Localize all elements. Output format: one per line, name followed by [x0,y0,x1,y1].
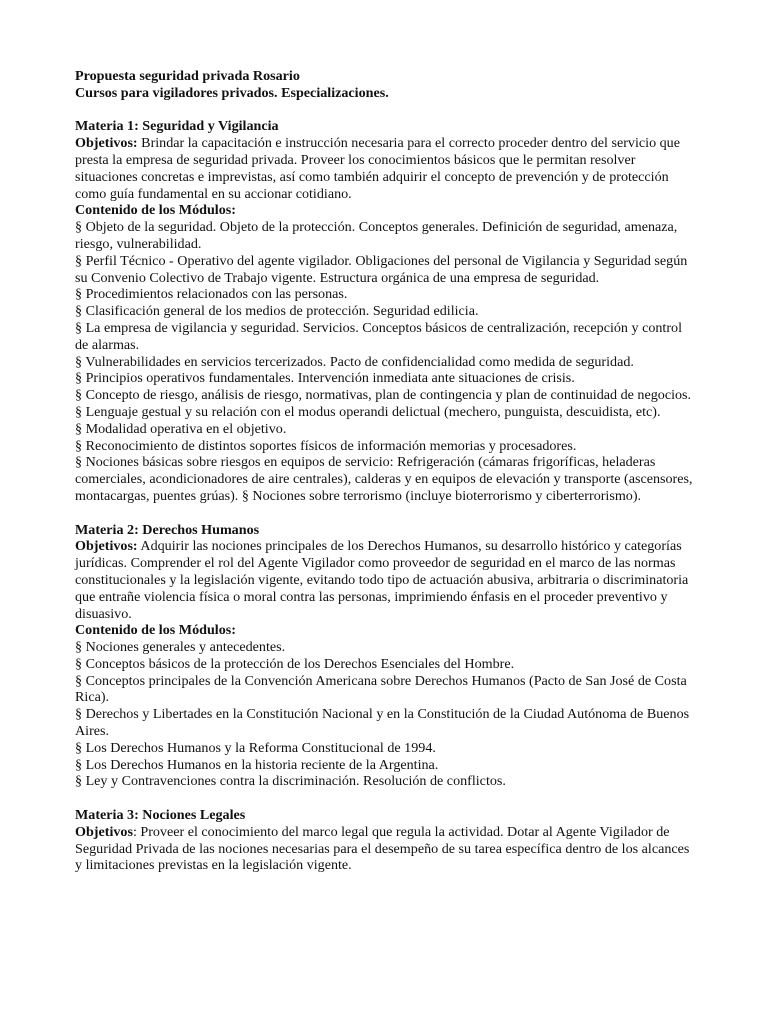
document-body [75,68,697,874]
objectives-label: Objetivos [75,823,133,840]
module-item: § Los Derechos Humanos y la Reforma Constitucional de 1994. [75,739,436,756]
section-heading: Materia 2: Derechos Humanos [75,521,260,538]
module-item: § Nociones básicas sobre riesgos en equipos de servicio: Refrigeración (cámaras frigoríficas, heladeras comerciales, acondicionadores de aire centrales), calderas y en equipos de elevación y transporte (ascensores, montacargas, puentes grúas). § Nociones sobre terrorismo (incluye bioterrorismo y ciberterrorismo). [75,454,693,504]
section-materia-1 [75,118,697,504]
module-item: § Conceptos básicos de la protección de los Derechos Esenciales del Hombre. [75,655,515,672]
module-item: § La empresa de vigilancia y seguridad. Servicios. Conceptos básicos de centralización, recepción y control de alarmas. [75,319,682,353]
section-materia-3 [75,807,697,874]
section-heading: Materia 1: Seguridad y Vigilancia [75,118,279,135]
objectives-text: Adquirir las nociones principales de los Derechos Humanos, su desarrollo histórico y categorías jurídicas. Comprender el rol del Agente Vigilador como proveedor de seguridad en el marco de las normas constitucionales y la legislación vigente, evitando todo tipo de actuación abusiva, arbitraria o discriminatoria que entrañe violencia física o moral contra las personas, imprimiendo énfasis en el proceder preventivo y disuasivo. [75,538,689,622]
module-item: § Perfil Técnico - Operativo del agente vigilador. Obligaciones del personal de Vigilancia y Seguridad según su Convenio Colectivo de Trabajo vigente. Estructura orgánica de una empresa de seguridad. [75,252,688,286]
module-item: § Procedimientos relacionados con las personas. [75,286,348,303]
module-item: § Reconocimiento de distintos soportes físicos de información memorias y procesadores. [75,437,577,454]
document-subtitle: Cursos para vigiladores privados. Especializaciones. [75,84,389,101]
objectives-label: Objetivos: [75,135,138,152]
content-label: Contenido de los Módulos: [75,202,236,219]
module-item: § Ley y Contravenciones contra la discriminación. Resolución de conflictos. [75,773,506,790]
objectives-paragraph [75,135,697,202]
section-heading: Materia 3: Nociones Legales [75,807,246,824]
module-item: § Derechos y Libertades en la Constitución Nacional y en la Constitución de la Ciudad Autónoma de Buenos Aires. [75,706,690,740]
module-item: § Lenguaje gestual y su relación con el modus operandi delictual (mechero, punguista, descuidista, etc). [75,403,661,420]
content-label: Contenido de los Módulos: [75,622,236,639]
module-item: § Objeto de la seguridad. Objeto de la protección. Conceptos generales. Definición de seguridad, amenaza, riesgo, vulnerabilidad. [75,219,678,252]
document-title: Propuesta seguridad privada Rosario [75,68,300,84]
objectives-text: : Proveer el conocimiento del marco legal que regula la actividad. Dotar al Agente Vigilador de Seguridad Privada de las nociones necesarias para el desempeño de su tarea específica dentro de los alcances y limitaciones previstas en la legislación vigente. [75,823,690,874]
module-item: § Los Derechos Humanos en la historia reciente de la Argentina. [75,756,439,773]
objectives-paragraph [75,538,697,622]
objectives-paragraph [75,824,697,874]
module-item: § Clasificación general de los medios de protección. Seguridad edilicia. [75,303,479,320]
objectives-text: Brindar la capacitación e instrucción necesaria para el correcto proceder dentro del servicio que presta la empresa de seguridad privada. Proveer los conocimientos básicos que le permitan resolver situaciones concretas e imprevistas, así como también adquirir el concepto de prevención y de protección como guía fundamental en su accionar cotidiano. [75,135,680,202]
section-materia-2 [75,522,697,791]
module-item: § Nociones generales y antecedentes. [75,639,286,656]
module-item: § Vulnerabilidades en servicios tercerizados. Pacto de confidencialidad como medida de seguridad. [75,353,634,370]
module-item: § Conceptos principales de la Convención Americana sobre Derechos Humanos (Pacto de San José de Costa Rica). [75,672,687,706]
objectives-label: Objetivos: [75,538,138,555]
module-item: § Principios operativos fundamentales. Intervención inmediata ante situaciones de crisis. [75,370,575,387]
module-item: § Concepto de riesgo, análisis de riesgo, normativas, plan de contingencia y plan de continuidad de negocios. [75,387,692,404]
module-item: § Modalidad operativa en el objetivo. [75,420,287,437]
